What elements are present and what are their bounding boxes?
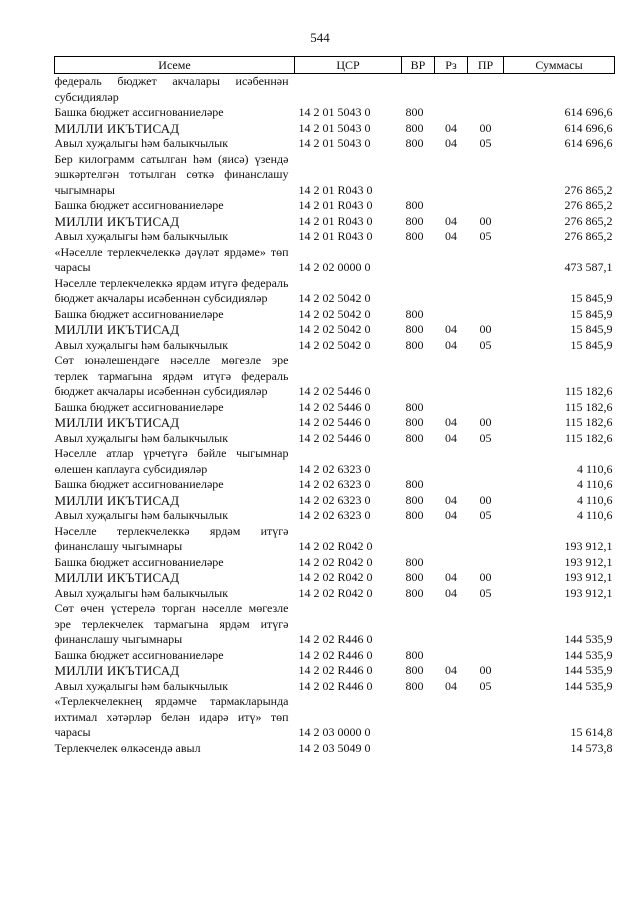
row-csr: 14 2 02 5042 0 (298, 337, 371, 352)
row-pr: 05 (479, 229, 492, 243)
row-vr (402, 694, 435, 741)
row-pr (468, 105, 504, 121)
row-pr: 05 (479, 585, 492, 600)
row-name: Авыл хуҗалыгы һәм балыкчылык (54, 678, 229, 693)
row-rz (435, 307, 468, 323)
row-name: МИЛЛИ ИКЪТИСАД (54, 322, 180, 337)
row-csr: 14 2 02 0000 0 (298, 260, 371, 274)
row-pr (468, 477, 504, 493)
row-name: Башка бюджет ассигнованиеләре (54, 306, 224, 321)
row-vr: 800 (405, 198, 424, 212)
table-row (55, 338, 615, 354)
row-pr (468, 524, 504, 555)
row-name: «Нәселле терлекчелеккә дәүләт ярдәме» төп чарасы (54, 244, 289, 274)
row-rz: 04 (445, 120, 457, 135)
table-row (55, 229, 615, 245)
row-csr: 14 2 01 5043 0 (298, 136, 371, 150)
row-sum: 115 182,6 (564, 430, 613, 445)
row-rz (435, 353, 468, 400)
row-sum: 15 845,9 (570, 291, 613, 305)
table-row (55, 307, 615, 323)
row-name: Башка бюджет ассигнованиеләре (54, 198, 224, 212)
row-vr: 800 (405, 136, 424, 150)
row-vr (402, 353, 435, 400)
table-row (55, 152, 615, 199)
row-vr: 800 (405, 477, 424, 491)
table-row (55, 121, 615, 137)
row-vr: 800 (405, 554, 424, 569)
row-csr: 14 2 02 R446 0 (298, 663, 373, 677)
table-row (55, 198, 615, 214)
row-name: Авыл хуҗалыгы һәм балыкчылык (54, 136, 229, 150)
row-sum: 4 110,6 (576, 508, 613, 522)
row-csr: 14 2 02 5446 0 (298, 384, 371, 398)
row-sum: 4 110,6 (576, 461, 613, 476)
row-pr: 05 (479, 430, 492, 445)
row-rz: 04 (445, 492, 457, 507)
row-rz: 04 (445, 585, 457, 600)
row-name: Авыл хуҗалыгы һәм балыкчылык (54, 229, 229, 243)
row-vr: 800 (405, 570, 424, 584)
row-rz: 04 (445, 322, 457, 336)
row-csr: 14 2 01 R043 0 (298, 182, 373, 197)
row-rz: 04 (445, 415, 457, 429)
row-csr: 14 2 02 R042 0 (298, 539, 373, 553)
row-vr (402, 601, 435, 648)
row-pr (468, 694, 504, 741)
row-csr: 14 2 03 5049 0 (298, 740, 371, 755)
row-csr: 14 2 02 5446 0 (298, 399, 371, 414)
row-sum: 276 865,2 (564, 213, 613, 228)
row-csr: 14 2 02 6323 0 (298, 508, 371, 522)
row-name: Бер килограмм сатылган һәм (яисә) үзендә эшкәртелгән тотылган сөткә финанслашу чыгымнары (54, 151, 289, 197)
row-sum: 15 614,8 (570, 725, 613, 739)
row-pr (468, 555, 504, 571)
row-rz (435, 555, 468, 571)
row-csr: 14 2 02 5042 0 (298, 291, 371, 305)
header-vr: ВР (402, 57, 435, 74)
row-csr: 14 2 02 R446 0 (298, 647, 373, 662)
row-vr: 800 (405, 492, 424, 507)
row-name: Сөт юнәлешендәге нәселле мөгезле эре терлек тармагына ярдәм итүгә федераль бюджет акчалары исәбеннән субсидияләр (54, 353, 289, 398)
row-rz: 04 (445, 663, 457, 677)
row-vr: 800 (405, 430, 424, 445)
row-sum: 473 587,1 (564, 260, 613, 274)
row-sum: 614 696,6 (564, 136, 613, 150)
row-pr (468, 353, 504, 400)
row-rz (435, 601, 468, 648)
table-row (55, 694, 615, 741)
row-pr (468, 198, 504, 214)
header-name: Исеме (55, 57, 295, 74)
row-rz (435, 198, 468, 214)
table-row (55, 446, 615, 477)
row-name: Башка бюджет ассигнованиеләре (54, 105, 224, 119)
row-csr: 14 2 03 0000 0 (298, 725, 371, 739)
table-row (55, 493, 615, 509)
row-pr (468, 152, 504, 199)
row-vr: 800 (405, 105, 424, 119)
row-pr: 05 (479, 508, 492, 522)
budget-table (54, 56, 615, 756)
row-rz: 04 (445, 213, 457, 228)
row-pr: 05 (479, 136, 492, 150)
row-rz (435, 648, 468, 664)
row-rz (435, 276, 468, 307)
page-number: 544 (310, 30, 330, 45)
row-name: Нәселле атлар үрчетүгә бәйле чыгымнар өлешен каплауга субсидияләр (54, 446, 289, 476)
row-rz (435, 446, 468, 477)
row-pr: 00 (479, 663, 492, 677)
table-row (55, 679, 615, 695)
row-vr: 800 (405, 647, 424, 662)
row-pr (468, 601, 504, 648)
row-sum: 14 573,8 (570, 740, 613, 755)
row-csr: 14 2 02 6323 0 (298, 492, 371, 507)
row-name: МИЛЛИ ИКЪТИСАД (54, 663, 180, 678)
row-sum: 144 535,9 (564, 678, 613, 693)
row-sum: 15 845,9 (570, 337, 613, 352)
table-row (55, 477, 615, 493)
row-sum: 15 845,9 (570, 306, 613, 321)
row-csr: 14 2 02 R446 0 (298, 678, 373, 693)
row-rz (435, 74, 468, 106)
row-sum: 276 865,2 (564, 182, 613, 197)
row-vr (402, 446, 435, 477)
row-csr: 14 2 02 R042 0 (298, 570, 373, 584)
table-row (55, 276, 615, 307)
row-pr: 05 (479, 678, 492, 693)
row-csr: 14 2 01 5043 0 (298, 105, 371, 119)
row-vr: 800 (405, 120, 424, 135)
row-name: Башка бюджет ассигнованиеләре (54, 647, 224, 662)
row-name: «Терлекчелекнең ярдәмче тармакларында ихтимал хәтәрләр белән идарә итү» төп чарасы (54, 694, 289, 739)
table-row (55, 601, 615, 648)
row-csr: 14 2 02 R042 0 (298, 554, 373, 569)
row-vr (402, 276, 435, 307)
table-row (55, 586, 615, 602)
row-name: Нәселле терлекчелеккә ярдәм итүгә финанслашу чыгымнары (54, 523, 289, 553)
row-rz: 04 (445, 678, 457, 693)
row-rz (435, 152, 468, 199)
row-vr: 800 (405, 678, 424, 693)
row-sum: 144 535,9 (564, 663, 613, 677)
row-csr: 14 2 01 R043 0 (298, 213, 373, 228)
row-sum: 4 110,6 (576, 492, 613, 507)
table-row (55, 570, 615, 586)
table-row (55, 400, 615, 416)
row-rz: 04 (445, 570, 457, 584)
row-name: МИЛЛИ ИКЪТИСАД (54, 415, 180, 430)
row-rz: 04 (445, 136, 457, 150)
row-pr: 00 (479, 120, 492, 135)
row-pr: 00 (479, 492, 492, 507)
table-row (55, 663, 615, 679)
row-vr (402, 152, 435, 199)
row-csr: 14 2 01 R043 0 (298, 198, 373, 212)
row-pr (468, 400, 504, 416)
table-row (55, 415, 615, 431)
table-row (55, 245, 615, 276)
row-sum: 193 912,1 (564, 585, 613, 600)
row-sum: 193 912,1 (564, 539, 613, 553)
row-pr: 00 (479, 570, 492, 584)
row-name: Авыл хуҗалыгы һәм балыкчылык (54, 585, 229, 600)
row-name: Авыл хуҗалыгы һәм балыкчылык (54, 430, 229, 445)
row-rz: 04 (445, 508, 457, 522)
row-vr: 800 (405, 306, 424, 321)
row-pr: 05 (479, 337, 492, 352)
row-name: МИЛЛИ ИКЪТИСАД (54, 120, 180, 136)
table-row (55, 214, 615, 230)
row-pr: 00 (479, 322, 492, 336)
table-header (55, 57, 615, 74)
row-pr (468, 741, 504, 757)
row-csr: 14 2 02 R042 0 (298, 585, 373, 600)
table-row (55, 648, 615, 664)
row-rz (435, 245, 468, 276)
row-sum: 193 912,1 (564, 570, 613, 584)
row-vr: 800 (405, 508, 424, 522)
row-vr: 800 (405, 585, 424, 600)
row-pr (468, 276, 504, 307)
row-rz (435, 524, 468, 555)
row-name: Нәселле терлекчелеккә ярдәм итүгә федераль бюджет акчалары исәбеннән субсидияләр (54, 275, 289, 305)
table-row (55, 136, 615, 152)
header-pr: ПР (468, 57, 504, 74)
row-name: МИЛЛИ ИКЪТИСАД (54, 492, 180, 508)
row-vr: 800 (405, 322, 424, 336)
row-vr: 800 (405, 213, 424, 228)
row-vr (402, 524, 435, 555)
table-row (55, 105, 615, 121)
row-sum: 115 182,6 (564, 384, 613, 398)
row-rz (435, 400, 468, 416)
row-sum: 144 535,9 (564, 647, 613, 662)
row-rz (435, 741, 468, 757)
row-sum: 276 865,2 (564, 198, 613, 212)
row-pr (468, 446, 504, 477)
row-sum: 193 912,1 (564, 554, 613, 569)
row-pr (468, 74, 504, 106)
row-csr: 14 2 02 6323 0 (298, 461, 371, 476)
table-row (55, 524, 615, 555)
row-csr: 14 2 02 R446 0 (298, 632, 373, 646)
row-vr: 800 (405, 229, 424, 243)
row-pr (468, 307, 504, 323)
row-csr: 14 2 02 5042 0 (298, 322, 371, 336)
row-name: Авыл хуҗалыгы һәм балыкчылык (54, 508, 229, 522)
row-vr (402, 74, 435, 106)
row-name: МИЛЛИ ИКЪТИСАД (54, 213, 180, 229)
row-name: Авыл хуҗалыгы һәм балыкчылык (54, 337, 229, 352)
row-name: федераль бюджет акчалары исәбеннән субсидияләр (54, 74, 289, 104)
row-pr (468, 648, 504, 664)
row-name: Башка бюджет ассигнованиеләре (54, 554, 224, 569)
header-rz: Рз (435, 57, 468, 74)
row-rz: 04 (445, 229, 457, 243)
row-sum: 115 182,6 (564, 415, 613, 429)
row-csr: 14 2 02 5446 0 (298, 430, 371, 445)
row-csr: 14 2 02 6323 0 (298, 477, 371, 491)
row-rz (435, 477, 468, 493)
row-vr: 800 (405, 399, 424, 414)
row-vr (402, 245, 435, 276)
row-csr: 14 2 01 5043 0 (298, 120, 371, 135)
row-vr: 800 (405, 415, 424, 429)
header-sum: Суммасы (504, 57, 615, 74)
table-row (55, 508, 615, 524)
row-sum: 115 182,6 (564, 399, 613, 414)
row-pr: 00 (479, 415, 492, 429)
row-name: МИЛЛИ ИКЪТИСАД (54, 570, 180, 585)
table-row (55, 353, 615, 400)
row-vr: 800 (405, 337, 424, 352)
row-csr: 14 2 01 R043 0 (298, 229, 373, 243)
row-sum: 276 865,2 (564, 229, 613, 243)
header-csr: ЦСР (295, 57, 402, 74)
table-row (55, 431, 615, 447)
table-body (55, 74, 615, 757)
row-name: Башка бюджет ассигнованиеләре (54, 399, 224, 414)
table-row (55, 322, 615, 338)
row-sum: 614 696,6 (564, 120, 613, 135)
row-name: Сөт өчен үстерелә торган нәселле мөгезле эре терлекчелек тармагына ярдәм итүгә финанслашу чыгымнары (54, 601, 289, 646)
row-name: Башка бюджет ассигнованиеләре (54, 477, 224, 491)
table-row (55, 741, 615, 757)
row-sum: 144 535,9 (564, 632, 613, 646)
row-rz: 04 (445, 337, 457, 352)
table-row (55, 555, 615, 571)
row-csr: 14 2 02 5446 0 (298, 415, 371, 429)
row-sum: 4 110,6 (576, 477, 613, 491)
row-sum: 614 696,6 (564, 105, 613, 119)
row-rz: 04 (445, 430, 457, 445)
row-pr (468, 245, 504, 276)
row-csr (295, 74, 402, 106)
row-rz (435, 694, 468, 741)
row-rz (435, 105, 468, 121)
row-csr: 14 2 02 5042 0 (298, 306, 371, 321)
row-vr (402, 741, 435, 757)
table-row (55, 74, 615, 106)
row-sum: 15 845,9 (570, 322, 613, 336)
row-vr: 800 (405, 663, 424, 677)
row-pr: 00 (479, 213, 492, 228)
row-name: Терлекчелек өлкәсендә авыл (54, 740, 201, 755)
row-sum (504, 74, 615, 106)
